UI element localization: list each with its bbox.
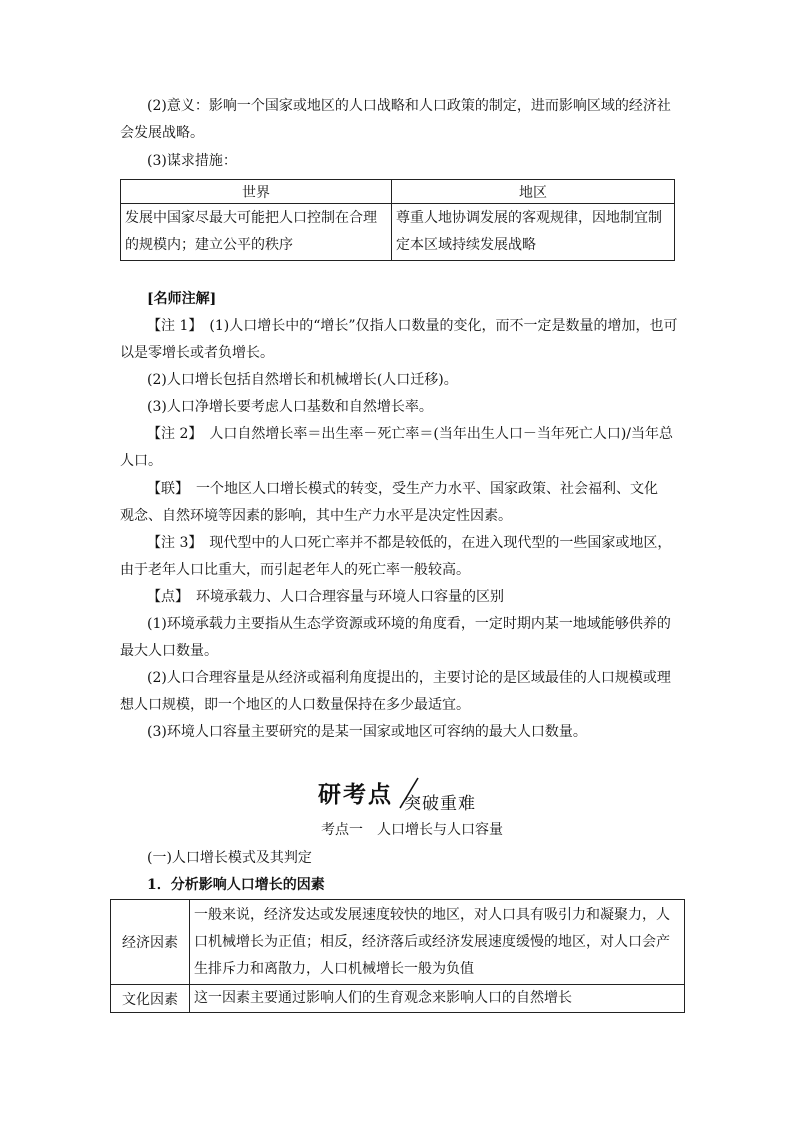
section-header-big: 研考点 [318,782,393,808]
factor-content-line: 口机械增长为正值；相反，经济落后或经济发展速度缓慢的地区，对人口会产 [194,933,670,950]
cell-world-line-1: 发展中国家尽最大可能把人口控制在合理 [125,210,377,226]
section-header [318,776,518,812]
note1-item-2: (2)人口增长包括自然增长和机械增长(人口迁移)。 [147,372,458,388]
note3-line-1: 【注 3】 现代型中的人口死亡率并不都是较低的，在进入现代型的一些国家或地区， [147,535,672,551]
note1-item-3: (3)人口净增长要考虑人口基数和自然增长率。 [147,399,433,415]
header-region: 地区 [392,180,675,204]
factor-content [190,985,685,1013]
factor-content-line: 生排斥力和离散力，人口机械增长一般为负值 [194,960,474,977]
measures-table-row [121,204,675,261]
factors-table-row [111,900,685,985]
note2-line-2: 人口。 [120,453,162,469]
factor-label: 经济因素 [111,900,190,985]
meaning-line-2: 会发展战略。 [120,125,204,141]
dian-1-line-1: (1)环境承载力主要指从生态学资源或环境的角度看，一定时期内某一地域能够供养的 [147,616,671,632]
cell-world-line-2: 的规模内；建立公平的秩序 [125,237,293,253]
dian-2-line-1: (2)人口合理容量是从经济或福利角度提出的，主要讨论的是区域最佳的人口规模或理 [147,670,671,686]
cell-world [121,204,392,261]
cell-region [392,204,675,261]
note3-line-2: 由于老年人口比重大，而引起老年人的死亡率一般较高。 [120,562,470,578]
dian-1-line-2: 最大人口数量。 [120,643,218,659]
factor-content-line: 一般来说，经济发达或发展速度较快的地区，对人口具有吸引力和凝聚力，人 [194,906,670,923]
note1-line-2: 以是零增长或者负增长。 [120,345,274,361]
factor-label: 文化因素 [111,985,190,1013]
measures-label: (3)谋求措施： [147,153,237,169]
factors-table [110,899,685,1013]
lian-line-1: 【联】 一个地区人口增长模式的转变，受生产力水平、国家政策、社会福利、文化 [147,481,658,497]
note1-line-1: 【注 1】 (1)人口增长中的“增长”仅指人口数量的变化，而不一定是数量的增加，也可 [147,318,678,334]
cell-region-line-1: 尊重人地协调发展的客观规律，因地制宜制 [396,210,662,226]
measures-table-header-row [121,180,675,204]
factor-content [190,900,685,985]
subheading-1: (一)人口增长模式及其判定 [147,850,312,866]
section-header-small: 突破重难 [404,794,476,814]
dian-3: (3)环境人口容量主要研究的是某一国家或地区可容纳的最大人口数量。 [147,724,587,740]
header-world: 世界 [121,180,392,204]
factor-content-line: 这一因素主要通过影响人们的生育观念来影响人口的自然增长 [194,990,572,1006]
note2-line-1: 【注 2】 人口自然增长率＝出生率－死亡率＝(当年出生人口－当年死亡人口)/当年总 [147,426,673,442]
factors-table-row [111,985,685,1013]
notes-header: [名师注解] [147,291,217,307]
cell-region-line-2: 定本区域持续发展战略 [396,237,536,253]
lian-line-2: 观念、自然环境等因素的影响，其中生产力水平是决定性因素。 [120,508,512,524]
dian-title: 【点】 环境承载力、人口合理容量与环境人口容量的区别 [147,589,504,605]
measures-table [120,179,675,261]
dian-2-line-2: 想人口规模，即一个地区的人口数量保持在多少最适宜。 [120,697,470,713]
subheading-2: 1．分析影响人口增长的因素 [147,877,325,893]
meaning-line-1: (2)意义：影响一个国家或地区的人口战略和人口政策的制定，进而影响区域的经济社 [147,98,671,114]
kaodian-title: 考点一 人口增长与人口容量 [321,822,503,838]
